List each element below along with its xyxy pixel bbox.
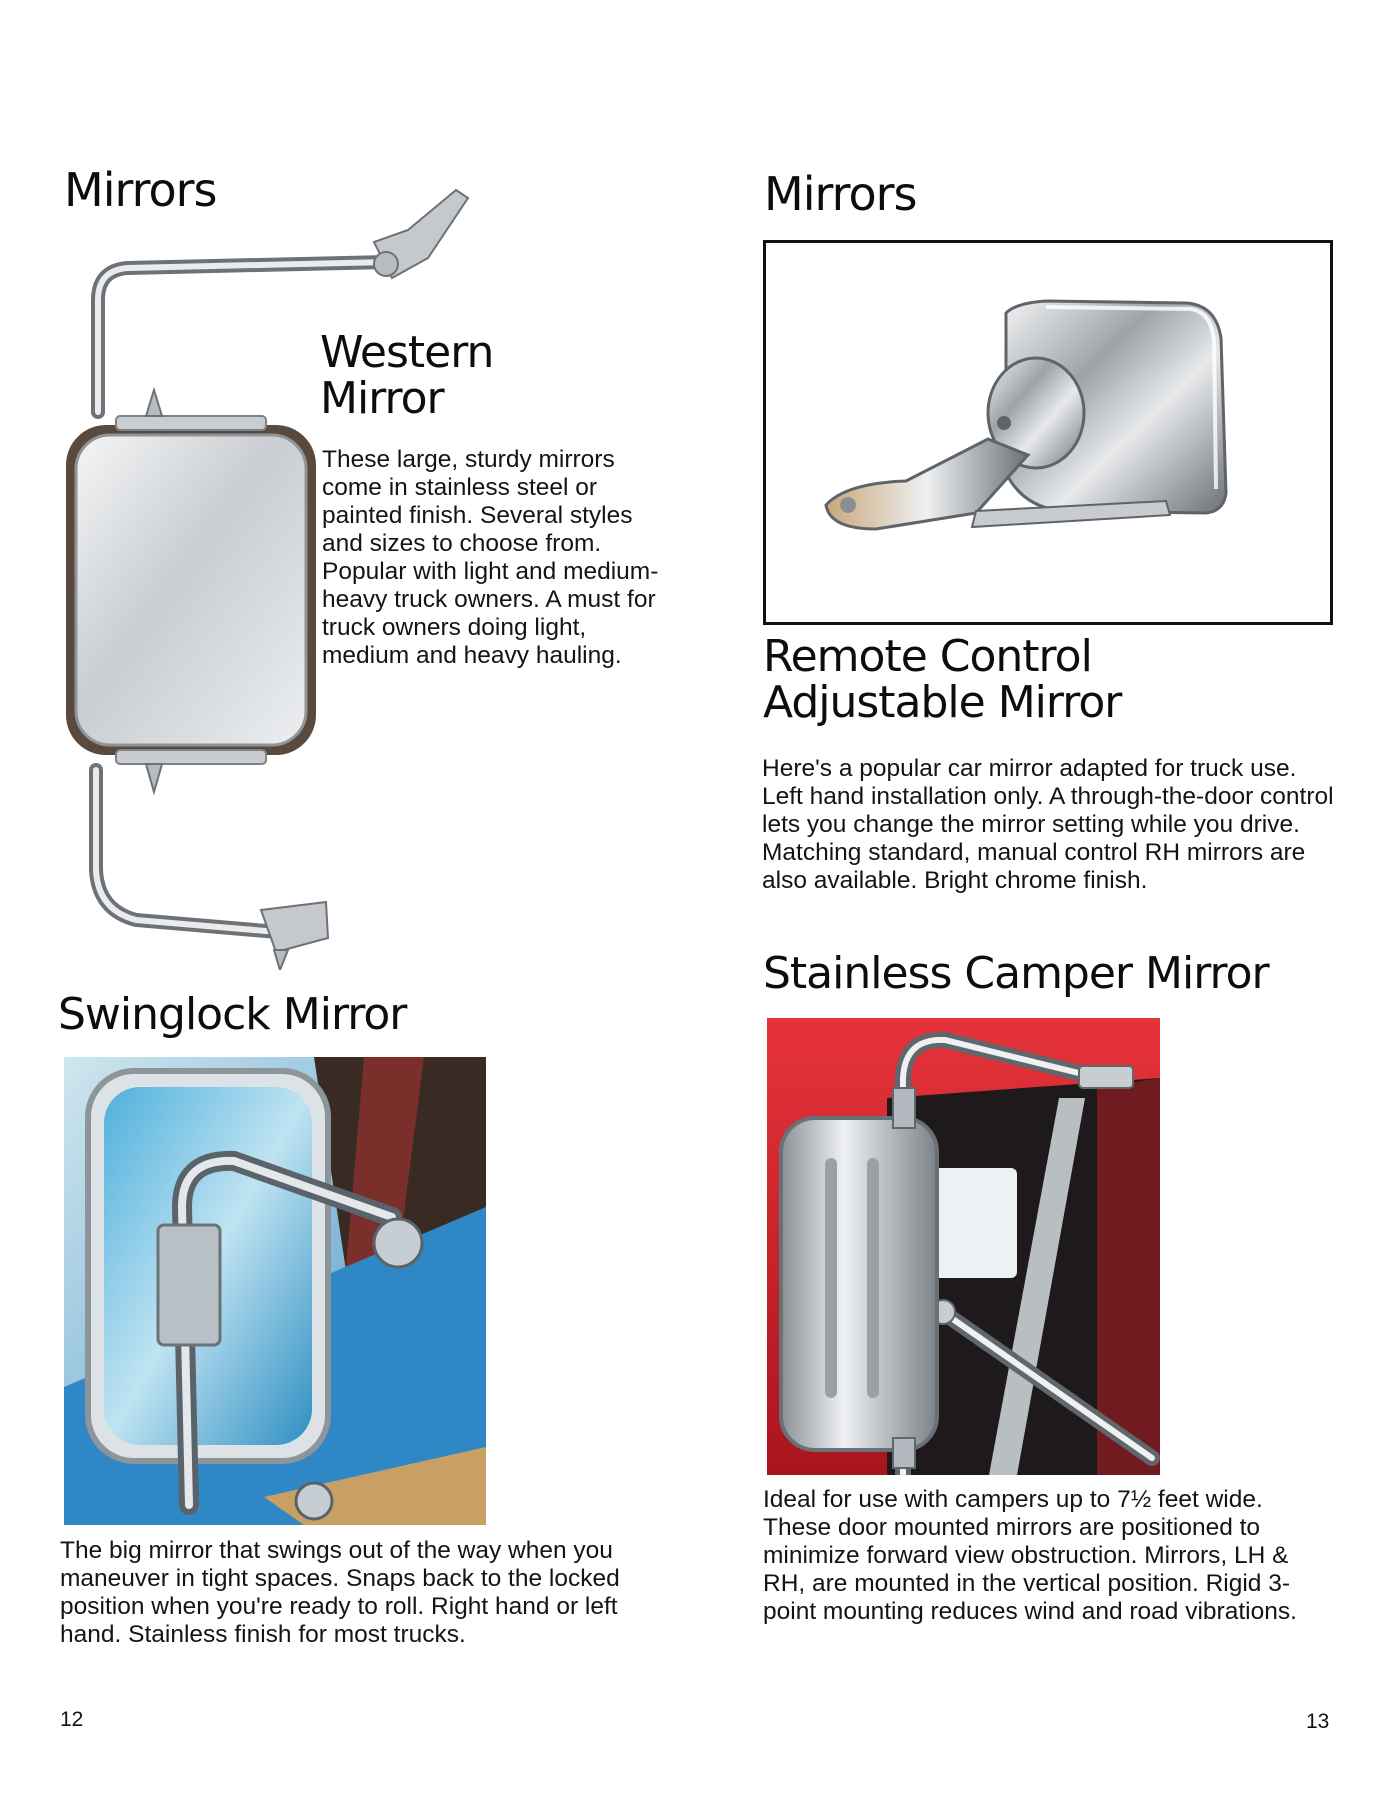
camper-mirror-title: Stainless Camper Mirror [763,948,1269,999]
swinglock-mirror-photo [64,1057,486,1525]
left-section-heading: Mirrors [64,163,217,217]
remote-control-mirror-title-line1: Remote Control [763,631,1092,682]
camper-mirror-description: Ideal for use with campers up to 7½ feet wide. These door mounted mirrors are positioned to minimize forward view obstruction. Mirrors, LH & RH, are mounted in the vertical position. Rigid 3-point mounting reduces wind and road vibrations. [763,1486,1297,1625]
western-mirror-title [320,327,494,425]
remote-control-mirror-title-line2: Adjustable Mirror [763,677,1122,729]
swinglock-mirror-description: The big mirror that swings out of the way when you maneuver in tight spaces. Snaps back to the locked position when you're ready to roll. Right hand or left hand. Stainless finish for most trucks. [60,1537,620,1648]
swinglock-mirror-title: Swinglock Mirror [58,989,407,1040]
western-mirror-description: These large, sturdy mirrors come in stainless steel or painted finish. Several styles and sizes to choose from. Popular with light and medium-heavy truck owners. A must for truck owners doing light, medium and heavy hauling. [322,446,659,669]
remote-control-mirror-photo [763,240,1333,625]
camper-mirror-photo [767,1018,1160,1475]
remote-control-mirror-title [763,631,1122,729]
page-number-right: 13 [1306,1710,1330,1733]
remote-control-mirror-description: Here's a popular car mirror adapted for truck use. Left hand installation only. A through-the-door control lets you change the mirror setting while you drive. Matching standard, manual control RH mirrors are also available. Bright chrome finish. [762,755,1334,894]
page-number-left: 12 [60,1708,84,1731]
western-mirror-title-line2: Mirror [320,373,444,425]
right-section-heading: Mirrors [764,167,917,221]
western-mirror-title-line1: Western [320,327,494,378]
